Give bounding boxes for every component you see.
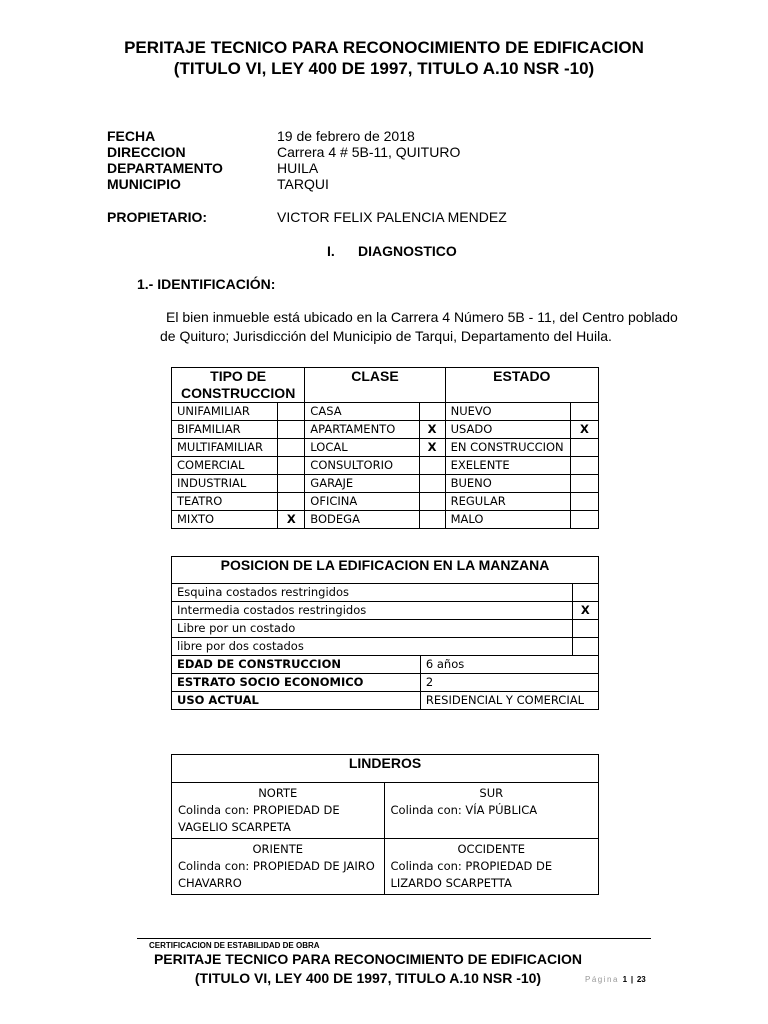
table-row — [172, 656, 599, 674]
clase-cell: OFICINA — [305, 493, 419, 511]
table-row — [172, 638, 599, 656]
estado-mark — [570, 457, 598, 475]
tipo-mark — [278, 457, 305, 475]
tipo-mark: X — [278, 511, 305, 529]
clase-mark — [419, 511, 445, 529]
table-header-row — [172, 755, 599, 783]
posicion-mark — [572, 638, 598, 656]
tipo-construccion-table — [171, 367, 599, 529]
propietario-label: PROPIETARIO: — [107, 209, 208, 225]
clase-mark: X — [419, 421, 445, 439]
lindero-sur — [384, 783, 599, 839]
sur-title: SUR — [479, 786, 504, 800]
table-row — [172, 692, 599, 710]
clase-mark: X — [419, 439, 445, 457]
clase-cell: GARAJE — [305, 475, 419, 493]
page-number — [585, 975, 646, 984]
table-row — [172, 457, 599, 475]
clase-cell: LOCAL — [305, 439, 419, 457]
tipo-cell: UNIFAMILIAR — [172, 403, 278, 421]
posicion-mark — [572, 620, 598, 638]
departamento-value: HUILA — [277, 160, 319, 176]
norte-title: NORTE — [258, 786, 298, 800]
table-row — [172, 620, 599, 638]
posicion-option: Libre por un costado — [172, 620, 573, 638]
table-row — [172, 783, 599, 839]
clase-mark — [419, 403, 445, 421]
paragraph-line1: El bien inmueble está ubicado en la Carrera 4 Número 5B - 11, del Centro poblado — [166, 309, 678, 325]
tipo-mark — [278, 439, 305, 457]
direccion-value: Carrera 4 # 5B-11, QUITURO — [277, 144, 461, 160]
lindero-oriente — [172, 839, 385, 895]
clase-cell: CONSULTORIO — [305, 457, 419, 475]
estado-mark: X — [570, 421, 598, 439]
estado-cell: REGULAR — [445, 493, 570, 511]
oriente-title: ORIENTE — [252, 842, 304, 856]
footer-title-line1: PERITAJE TECNICO PARA RECONOCIMIENTO DE EDIFICACION — [153, 951, 583, 967]
municipio-value: TARQUI — [277, 176, 329, 192]
clase-cell: APARTAMENTO — [305, 421, 419, 439]
footer-divider — [137, 938, 651, 939]
uso-label: USO ACTUAL — [172, 692, 421, 710]
footer-title-line2: (TITULO VI, LEY 400 DE 1997, TITULO A.10 NSR -10) — [194, 970, 542, 986]
estado-cell: MALO — [445, 511, 570, 529]
clase-cell: BODEGA — [305, 511, 419, 529]
table-row — [172, 493, 599, 511]
departamento-label: DEPARTAMENTO — [107, 160, 223, 176]
propietario-value: VICTOR FELIX PALENCIA MENDEZ — [277, 209, 507, 225]
table-row — [172, 475, 599, 493]
estado-cell: EXELENTE — [445, 457, 570, 475]
clase-mark — [419, 493, 445, 511]
fecha-value: 19 de febrero de 2018 — [277, 128, 415, 144]
occidente-text: Colinda con: PROPIEDAD DE LIZARDO SCARPETTA — [390, 859, 553, 890]
estado-mark — [570, 403, 598, 421]
table-row — [172, 602, 599, 620]
tipo-cell: INDUSTRIAL — [172, 475, 278, 493]
tipo-mark — [278, 493, 305, 511]
linderos-table — [171, 754, 599, 895]
direccion-label: DIRECCION — [107, 144, 186, 160]
estado-mark — [570, 439, 598, 457]
tipo-cell: MULTIFAMILIAR — [172, 439, 278, 457]
clase-cell: CASA — [305, 403, 419, 421]
municipio-label: MUNICIPIO — [107, 176, 181, 192]
posicion-header: POSICION DE LA EDIFICACION EN LA MANZANA — [172, 557, 599, 584]
tipo-cell: COMERCIAL — [172, 457, 278, 475]
tipo-cell: MIXTO — [172, 511, 278, 529]
table-row — [172, 584, 599, 602]
edad-label: EDAD DE CONSTRUCCION — [172, 656, 421, 674]
sur-text: Colinda con: VÍA PÚBLICA — [390, 803, 538, 817]
subsection-title: 1.- IDENTIFICACIÓN: — [137, 276, 276, 292]
estado-mark — [570, 475, 598, 493]
oriente-text: Colinda con: PROPIEDAD DE JAIRO CHAVARRO — [178, 859, 375, 890]
table-header-row — [172, 368, 599, 403]
table-header-row — [172, 557, 599, 584]
estado-mark — [570, 511, 598, 529]
estado-mark — [570, 493, 598, 511]
lindero-occidente — [384, 839, 599, 895]
posicion-mark: X — [572, 602, 598, 620]
header-clase: CLASE — [305, 368, 445, 403]
estado-cell: NUEVO — [445, 403, 570, 421]
page-current: 1 — [622, 975, 628, 984]
estrato-label: ESTRATO SOCIO ECONOMICO — [172, 674, 421, 692]
tipo-mark — [278, 421, 305, 439]
fecha-label: FECHA — [107, 128, 156, 144]
tipo-cell: BIFAMILIAR — [172, 421, 278, 439]
table-row — [172, 511, 599, 529]
identification-paragraph — [160, 308, 680, 346]
occidente-title: OCCIDENTE — [457, 842, 526, 856]
tipo-mark — [278, 475, 305, 493]
uso-value: RESIDENCIAL Y COMERCIAL — [420, 692, 598, 710]
posicion-option: Intermedia costados restringidos — [172, 602, 573, 620]
clase-mark — [419, 475, 445, 493]
lindero-norte — [172, 783, 385, 839]
tipo-mark — [278, 403, 305, 421]
estado-cell: BUENO — [445, 475, 570, 493]
linderos-header: LINDEROS — [172, 755, 599, 783]
estado-cell: USADO — [445, 421, 570, 439]
section-numeral: I. — [327, 243, 335, 259]
page-word: Página — [585, 975, 619, 984]
estrato-value: 2 — [420, 674, 598, 692]
table-row — [172, 439, 599, 457]
document-title-line2: (TITULO VI, LEY 400 DE 1997, TITULO A.10 NSR -10) — [173, 59, 595, 78]
paragraph-line2: de Quituro; Jurisdicción del Municipio de Tarqui, Departamento del Huila. — [160, 328, 612, 344]
document-title-line1: PERITAJE TECNICO PARA RECONOCIMIENTO DE EDIFICACION — [124, 38, 644, 57]
tipo-cell: TEATRO — [172, 493, 278, 511]
clase-mark — [419, 457, 445, 475]
posicion-mark — [572, 584, 598, 602]
table-row — [172, 403, 599, 421]
header-estado: ESTADO — [445, 368, 598, 403]
edad-value: 6 años — [420, 656, 598, 674]
footer-label: CERTIFICACION DE ESTABILIDAD DE OBRA — [149, 941, 320, 950]
estado-cell: EN CONSTRUCCION — [445, 439, 570, 457]
table-row — [172, 674, 599, 692]
norte-text: Colinda con: PROPIEDAD DE VAGELIO SCARPETA — [178, 803, 340, 834]
posicion-option: Esquina costados restringidos — [172, 584, 573, 602]
header-tipo: TIPO DE CONSTRUCCION — [172, 368, 305, 403]
table-row — [172, 839, 599, 895]
posicion-table — [171, 556, 599, 710]
page-total: 23 — [636, 975, 646, 984]
section-title: DIAGNOSTICO — [358, 243, 457, 259]
page-separator: | — [630, 975, 634, 984]
posicion-option: libre por dos costados — [172, 638, 573, 656]
table-row — [172, 421, 599, 439]
